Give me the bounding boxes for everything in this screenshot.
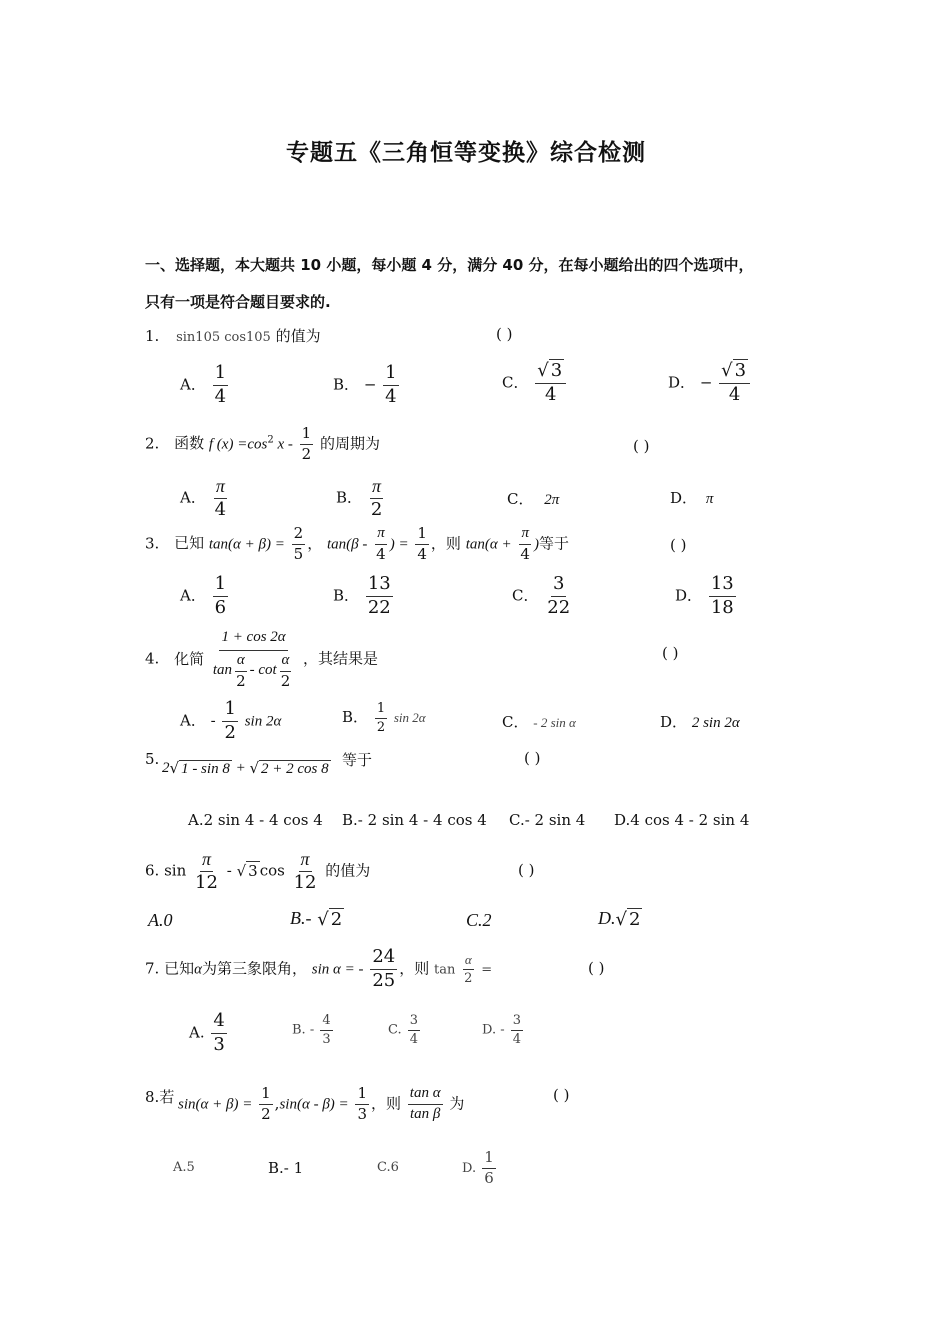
tan: tan	[434, 962, 456, 978]
numerator: 13	[366, 575, 393, 597]
option-a	[180, 364, 230, 407]
denominator: 2	[261, 1104, 271, 1123]
numerator: α	[235, 653, 247, 672]
option-a	[180, 700, 281, 743]
option-value: - 2 sin α	[533, 715, 576, 730]
radicand: 2	[628, 908, 641, 930]
option-c: C.6	[377, 1160, 399, 1175]
sin: sin	[164, 861, 187, 880]
option-label: A．	[180, 711, 206, 730]
coefficient: 2	[162, 760, 170, 776]
denominator: 5	[293, 544, 304, 563]
minus-sign: -	[226, 861, 232, 880]
numerator: α	[280, 653, 292, 672]
question-5: 2√ 1 - sin 8 + √ 2 + 2 cos 8	[162, 758, 329, 777]
question-6: 6. sin $\frac{\pi}{12}$ - √ 3 cos $\frac{\pi}{12}$ 的值为	[145, 849, 371, 893]
question-text: 的值为	[325, 861, 371, 880]
question-text: 的周期为	[319, 434, 380, 453]
denominator: 4	[385, 385, 397, 407]
option-d	[675, 575, 738, 618]
numerator: 1	[300, 426, 314, 445]
denominator: 2	[370, 498, 383, 520]
expression: )	[533, 536, 539, 553]
numerator: π	[519, 526, 531, 545]
expression: ) =	[389, 536, 409, 553]
option-b	[333, 364, 401, 407]
question-prefix: 若	[159, 1088, 175, 1106]
question-number: 8.	[145, 1088, 160, 1106]
denominator: 2	[301, 444, 312, 463]
question-number: 7.	[145, 959, 160, 978]
answer-paren: ( )	[588, 959, 605, 977]
numerator: tan α	[408, 1086, 443, 1105]
expression: sin(α - β) =	[279, 1096, 349, 1113]
option-label: A.	[189, 1023, 205, 1042]
connector: ，则	[430, 534, 461, 553]
minus-sign: −	[363, 375, 377, 394]
denominator: 2	[464, 970, 473, 986]
question-number: 6.	[145, 861, 160, 880]
option-b: B.- 2 sin 4 - 4 cos 4	[342, 811, 487, 829]
numerator: 1	[383, 364, 398, 386]
option-d: D． − $\frac{√ 3}{4}$	[668, 362, 752, 405]
denominator: 6	[214, 596, 227, 618]
numerator: 4	[320, 1014, 332, 1031]
option-b	[342, 702, 426, 734]
question-8	[178, 1086, 464, 1123]
numerator: 1	[213, 575, 228, 597]
expression: sin α = -	[311, 961, 364, 978]
alpha: α	[194, 961, 202, 978]
expression-x: x -	[273, 436, 293, 453]
option-a	[180, 477, 230, 520]
numerator: 1	[375, 702, 387, 719]
option-d	[670, 487, 713, 508]
option-b	[333, 575, 395, 618]
denominator: 25	[372, 969, 396, 991]
denominator: 4	[417, 544, 427, 563]
question-text: ，其结果是	[303, 649, 379, 668]
answer-paren: ( )	[524, 749, 541, 767]
option-d	[660, 711, 740, 732]
option-label: D．	[660, 713, 688, 731]
numerator: 1	[259, 1086, 273, 1105]
option-label: B．	[342, 708, 369, 727]
option-c: C.- 2 sin 4	[509, 811, 586, 829]
comma: ,	[274, 1094, 280, 1113]
question-2	[145, 426, 380, 463]
denominator: 12	[195, 871, 218, 893]
connector: ，则	[399, 959, 430, 978]
denominator: 22	[367, 596, 391, 618]
numerator: 24	[370, 948, 397, 970]
option-c	[512, 575, 574, 618]
radicand: 3	[550, 360, 563, 381]
option-d	[482, 1014, 525, 1046]
minus-sign: -	[210, 711, 216, 730]
numerator: 2	[292, 526, 306, 545]
question-prefix: 化简	[174, 649, 205, 668]
numerator: 1	[415, 526, 429, 545]
denominator: 2	[280, 671, 291, 690]
expression: tan(α + β) =	[208, 536, 285, 553]
radicand: 3	[734, 360, 747, 381]
expression: f (x) =cos	[208, 436, 268, 453]
numerator: 3	[551, 575, 566, 597]
numerator: 1	[355, 1086, 369, 1105]
numerator: 1 + cos 2α	[219, 630, 287, 651]
option-c: C.2	[466, 910, 492, 930]
option-c: C． $\frac{√ 3}{4}$	[502, 362, 568, 405]
option-label: C．	[512, 586, 539, 605]
question-text: 等于	[538, 534, 569, 553]
question-number: 3.	[145, 534, 160, 553]
minus-sign: −	[699, 373, 713, 392]
denominator: 18	[710, 596, 734, 618]
option-b	[292, 1014, 335, 1046]
question-number: 1.	[145, 327, 160, 345]
question-number: 2.	[145, 434, 160, 453]
question-text: 为第三象限角，	[201, 959, 307, 978]
option-label: C.	[388, 1022, 402, 1038]
numerator: 1	[222, 700, 237, 722]
question-3: 3. 已知 tan(α + β) = $\frac{2}{5}$ ， tan(β - $\frac{\pi}{4}$ ) = $\frac{1}{4}$ ，则 tan(α + $\frac{\pi}{4}$ )等于	[145, 524, 569, 563]
radicand: 2 + 2 cos 8	[261, 760, 329, 777]
option-c	[502, 711, 576, 732]
cos: cos	[259, 861, 285, 880]
question-text: 等于	[342, 751, 373, 769]
question-text: 为	[449, 1094, 465, 1113]
option-a	[189, 1012, 229, 1055]
option-label: A．	[180, 586, 206, 605]
question-7	[145, 948, 492, 991]
option-label: A．	[180, 375, 206, 394]
numerator: 1	[482, 1150, 496, 1169]
option-c	[388, 1014, 422, 1046]
expression: tan(β -	[327, 536, 368, 553]
numerator: π	[370, 477, 383, 499]
denominator: tan β	[410, 1105, 441, 1122]
question-8-number	[145, 1086, 174, 1107]
denominator: 12	[293, 871, 317, 893]
option-label: C．	[507, 490, 534, 508]
option-label: B．	[336, 488, 363, 507]
answer-paren: ( )	[662, 644, 679, 662]
radicand: 3	[248, 862, 258, 881]
option-value: sin 2α	[244, 713, 282, 730]
section-heading-line1: 一、选择题，本大题共 10 小题，每小题 4 分，满分 40 分，在每小题给出的四个选项中，	[145, 256, 754, 274]
option-value: sin 2α	[393, 710, 426, 726]
option-b: B.- √ 2	[290, 908, 343, 930]
option-a: A.0	[148, 910, 173, 930]
question-text: 的值为	[275, 327, 321, 345]
option-label: B.-	[290, 908, 312, 928]
answer-paren: ( )	[553, 1086, 570, 1104]
option-b	[336, 477, 386, 520]
option-label: B．	[333, 375, 360, 394]
question-5-number: 5.	[145, 750, 160, 768]
denominator: 4	[728, 384, 741, 406]
denominator: 4	[512, 1031, 522, 1047]
radicand: 1 - sin 8	[181, 760, 230, 777]
denominator: 3	[213, 1033, 225, 1055]
denominator: 3	[322, 1031, 331, 1047]
page-title: 专题五《三角恒等变换》综合检测	[286, 140, 646, 166]
option-value: 2 sin 2α	[691, 715, 740, 731]
denominator: 4	[214, 385, 227, 407]
option-label: A．	[180, 488, 206, 507]
question-prefix: 函数	[174, 434, 205, 453]
answer-paren: ( )	[496, 325, 513, 343]
expression: sin105 cos105	[176, 330, 271, 345]
option-label: C．	[502, 713, 529, 731]
expression: tan(α +	[465, 536, 512, 553]
denominator: 4	[214, 498, 227, 520]
answer-paren: ( )	[518, 861, 535, 879]
question-4	[145, 630, 378, 689]
option-b: B.- 1	[268, 1159, 304, 1177]
option-value: 2π	[544, 492, 560, 508]
denominator: 4	[409, 1031, 419, 1047]
option-a: A.2 sin 4 - 4 cos 4	[188, 811, 323, 829]
denominator: 22	[547, 596, 571, 618]
option-label: D. -	[482, 1022, 505, 1038]
numerator: α	[463, 953, 474, 970]
question-prefix: 已知	[174, 534, 205, 553]
plus-sign: +	[231, 760, 250, 776]
section-heading-line2: 只有一项是符合题目要求的.	[145, 293, 331, 311]
option-d: D.√ 2	[598, 908, 641, 930]
option-label: D.	[598, 908, 616, 928]
question-1	[145, 325, 321, 346]
expression: sin(α + β) =	[178, 1096, 253, 1113]
tan: tan	[212, 662, 233, 679]
connector: ，则	[371, 1094, 402, 1113]
denominator: 2	[236, 671, 246, 690]
question-prefix: 已知	[164, 959, 195, 978]
denominator: 3	[357, 1104, 367, 1123]
numerator: 13	[709, 575, 736, 597]
numerator: π	[200, 850, 213, 872]
option-label: D．	[675, 586, 703, 605]
denominator: 6	[484, 1168, 494, 1187]
option-a	[180, 575, 230, 618]
denominator: 2	[224, 721, 236, 743]
option-c	[507, 488, 559, 509]
option-d	[462, 1150, 498, 1187]
denominator: 4	[545, 384, 557, 406]
numerator: 4	[211, 1012, 226, 1034]
numerator: 3	[511, 1014, 523, 1031]
denominator: 4	[520, 544, 530, 563]
answer-paren: ( )	[670, 536, 687, 554]
option-a: A.5	[173, 1160, 195, 1175]
numerator: π	[375, 526, 387, 545]
exponent: 2	[267, 434, 274, 446]
option-label: D.	[462, 1160, 477, 1176]
cot: - cot	[249, 662, 277, 679]
option-d: D.4 cos 4 - 2 sin 4	[614, 811, 750, 829]
denominator: 4	[376, 544, 386, 563]
option-label: D．	[668, 373, 696, 392]
option-label: B．	[333, 586, 360, 605]
option-label: D．	[670, 489, 698, 507]
equals: =	[481, 962, 493, 978]
numerator: 1	[213, 364, 228, 386]
numerator: π	[214, 477, 227, 499]
denominator: 2	[376, 719, 386, 735]
option-label: B. -	[292, 1022, 315, 1038]
answer-paren: ( )	[633, 437, 650, 455]
numerator: π	[299, 850, 312, 872]
option-label: C．	[502, 373, 529, 392]
numerator: 3	[408, 1014, 420, 1031]
question-number: 4.	[145, 649, 160, 668]
option-value: π	[705, 491, 714, 507]
radicand: 2	[330, 908, 343, 930]
